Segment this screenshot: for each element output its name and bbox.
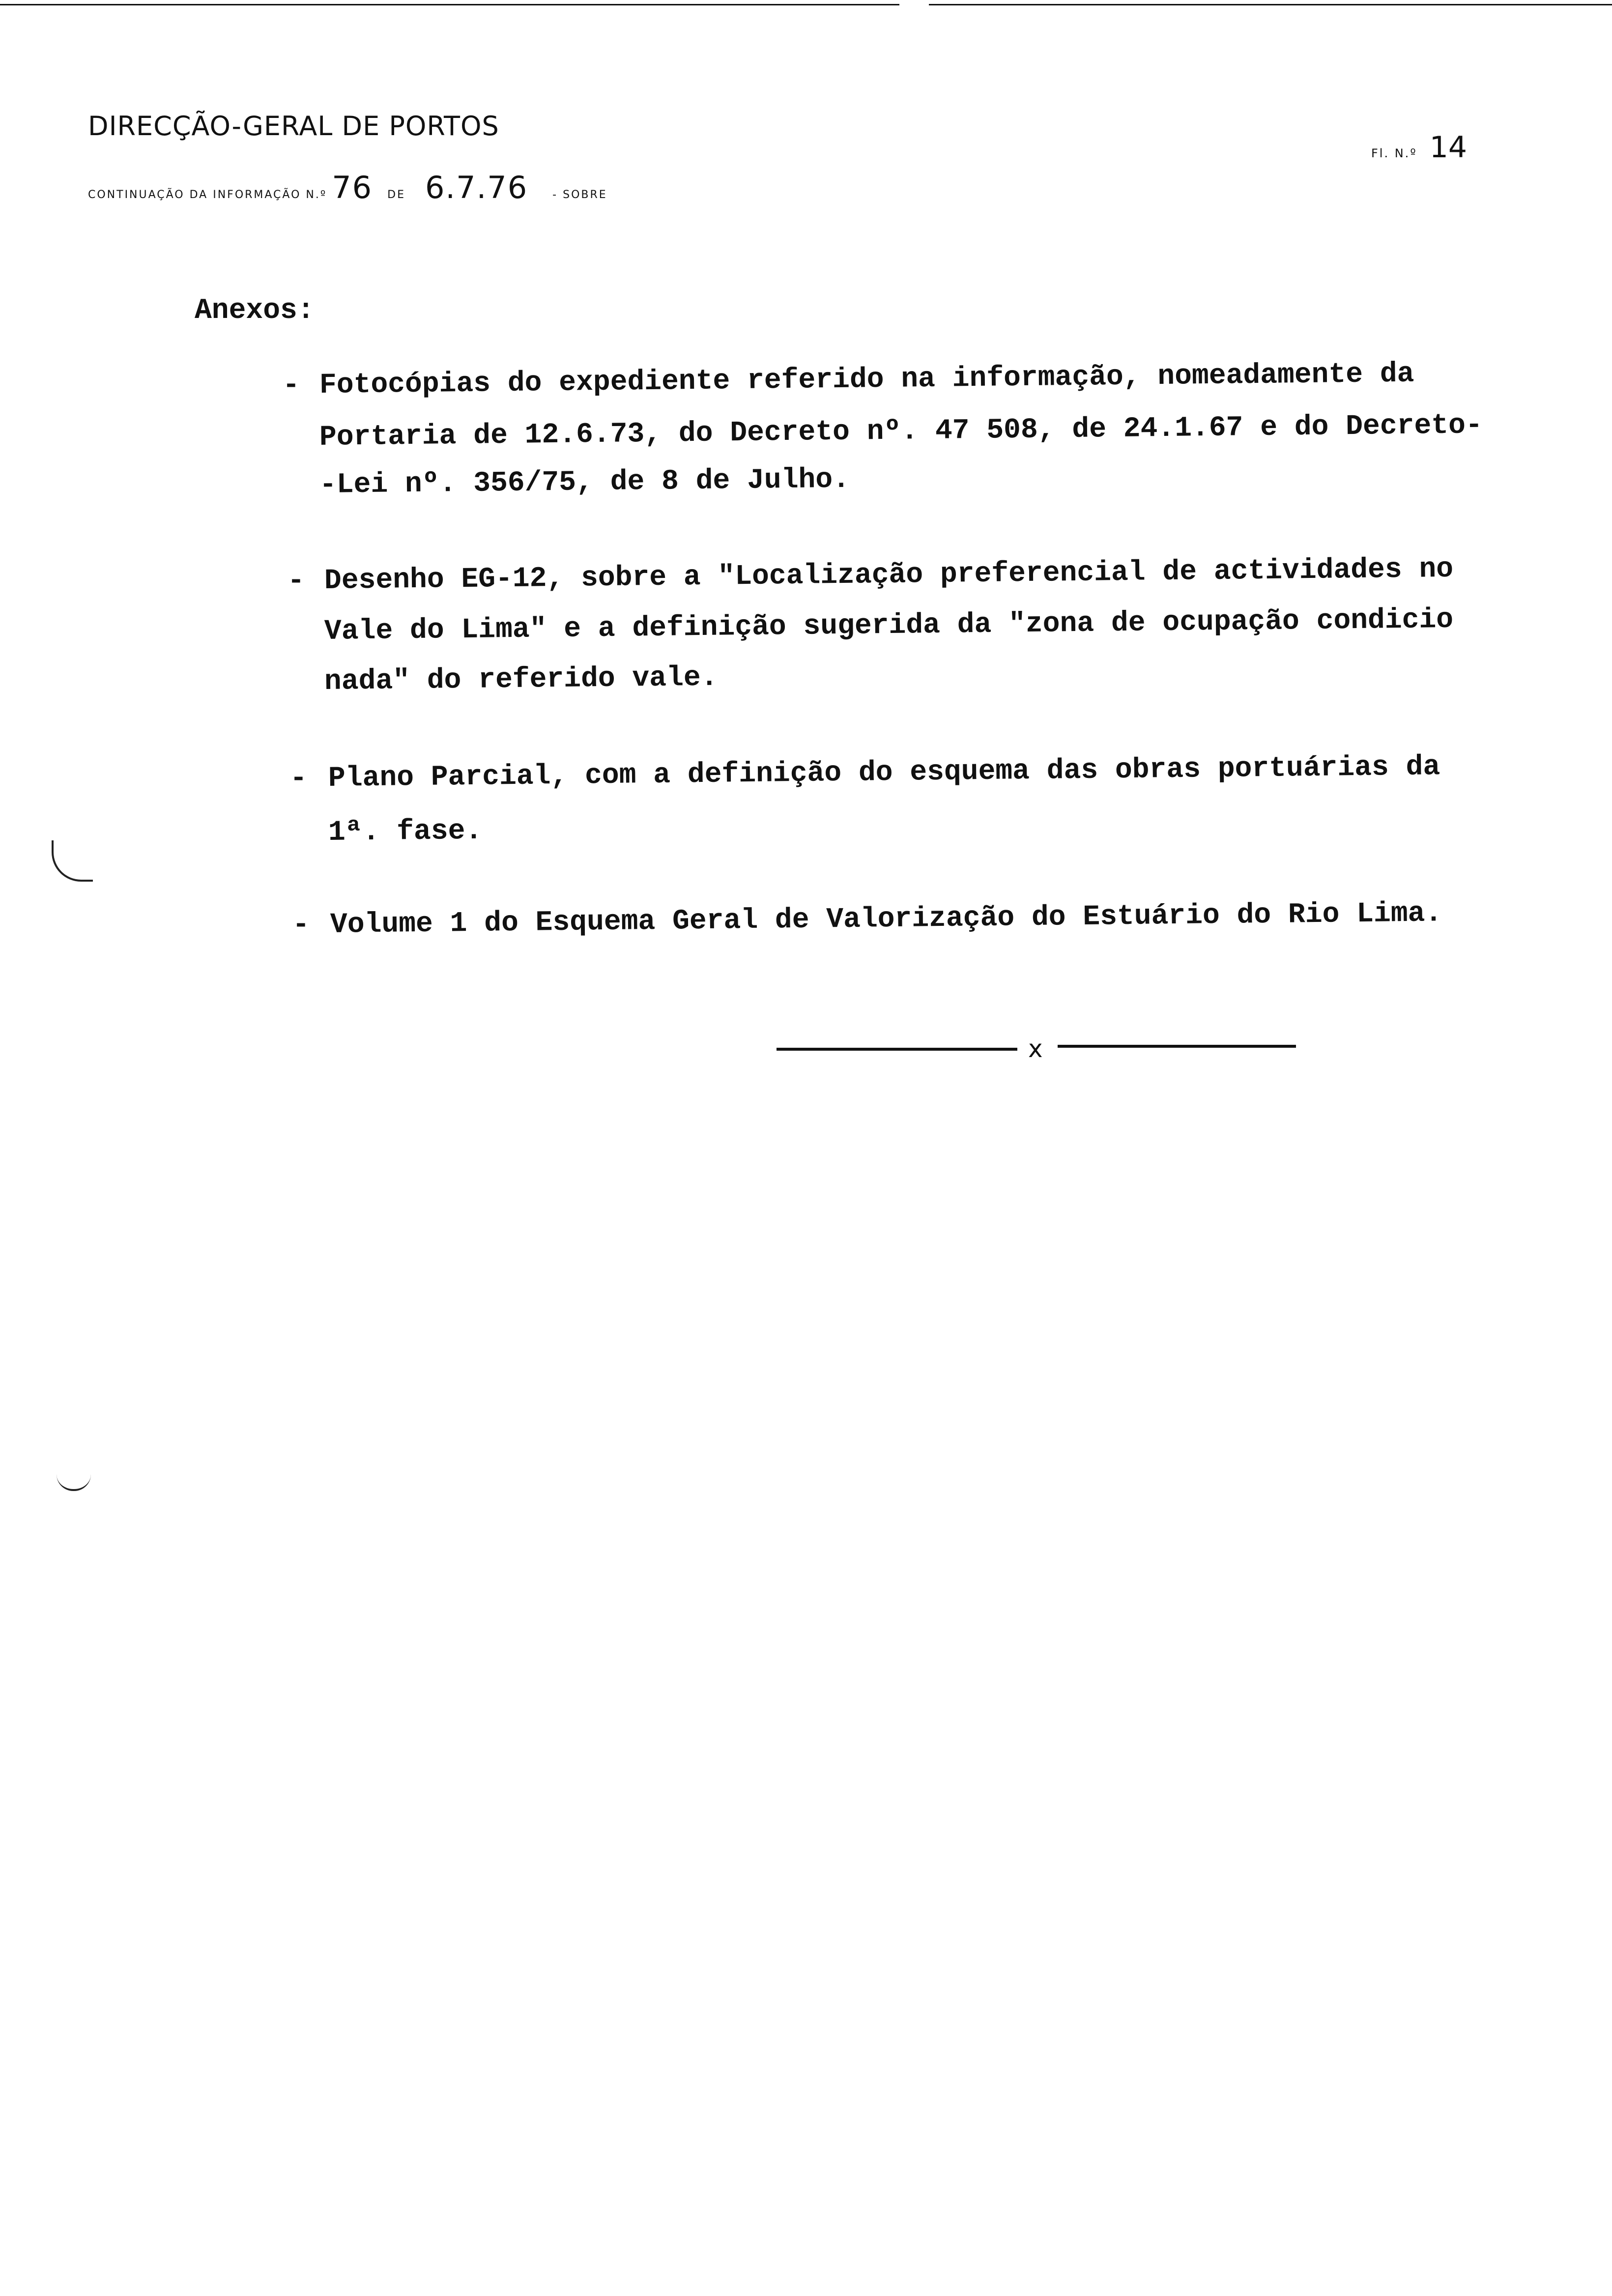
top-edge-line — [0, 4, 899, 5]
date-label: DE — [387, 189, 405, 201]
annex-line: -Lei nº. 356/75, de 8 de Julho. — [319, 463, 850, 501]
annex-line: Desenho EG-12, sobre a "Localização preferencial de actividades no — [324, 553, 1454, 597]
annex-line: Plano Parcial, com a definição do esquema das obras portuárias da — [328, 751, 1440, 795]
bullet-dash: - — [290, 763, 307, 795]
continuation-line — [88, 170, 607, 205]
organization-name: DIRECÇÃO-GERAL DE PORTOS — [88, 111, 499, 142]
punch-hole-mark — [52, 840, 93, 882]
folio-label: Fl. N.º — [1371, 146, 1417, 160]
annex-line: nada" do referido vale. — [324, 661, 718, 698]
bullet-dash: - — [283, 370, 300, 402]
folio-number: 14 — [1429, 130, 1468, 165]
annex-line: Volume 1 do Esquema Geral de Valorização do Estuário do Rio Lima. — [330, 897, 1442, 941]
punch-hole-mark — [57, 1474, 91, 1491]
folio-number-block — [1371, 130, 1467, 165]
bullet-dash: - — [292, 909, 310, 941]
top-edge-line — [929, 4, 1612, 5]
annex-heading: Anexos: — [195, 295, 315, 327]
annex-line: 1ª. fase. — [328, 815, 483, 849]
subject-label: - SOBRE — [552, 189, 607, 201]
info-number: 76 — [332, 170, 373, 205]
bullet-dash: - — [288, 565, 305, 597]
end-mark: x — [1028, 1034, 1043, 1063]
end-rule-left — [777, 1048, 1017, 1051]
annex-line: Vale do Lima" e a definição sugerida da "zona de ocupação condicio — [324, 603, 1454, 648]
info-date: 6.7.76 — [425, 170, 528, 205]
annex-line: Fotocópias do expediente referido na informação, nomeadamente da — [319, 358, 1414, 402]
continuation-label: CONTINUAÇÃO DA INFORMAÇÃO N.º — [88, 189, 327, 201]
annex-line: Portaria de 12.6.73, do Decreto nº. 47 508, de 24.1.67 e do Decreto- — [319, 409, 1483, 454]
end-rule-right — [1058, 1045, 1296, 1048]
